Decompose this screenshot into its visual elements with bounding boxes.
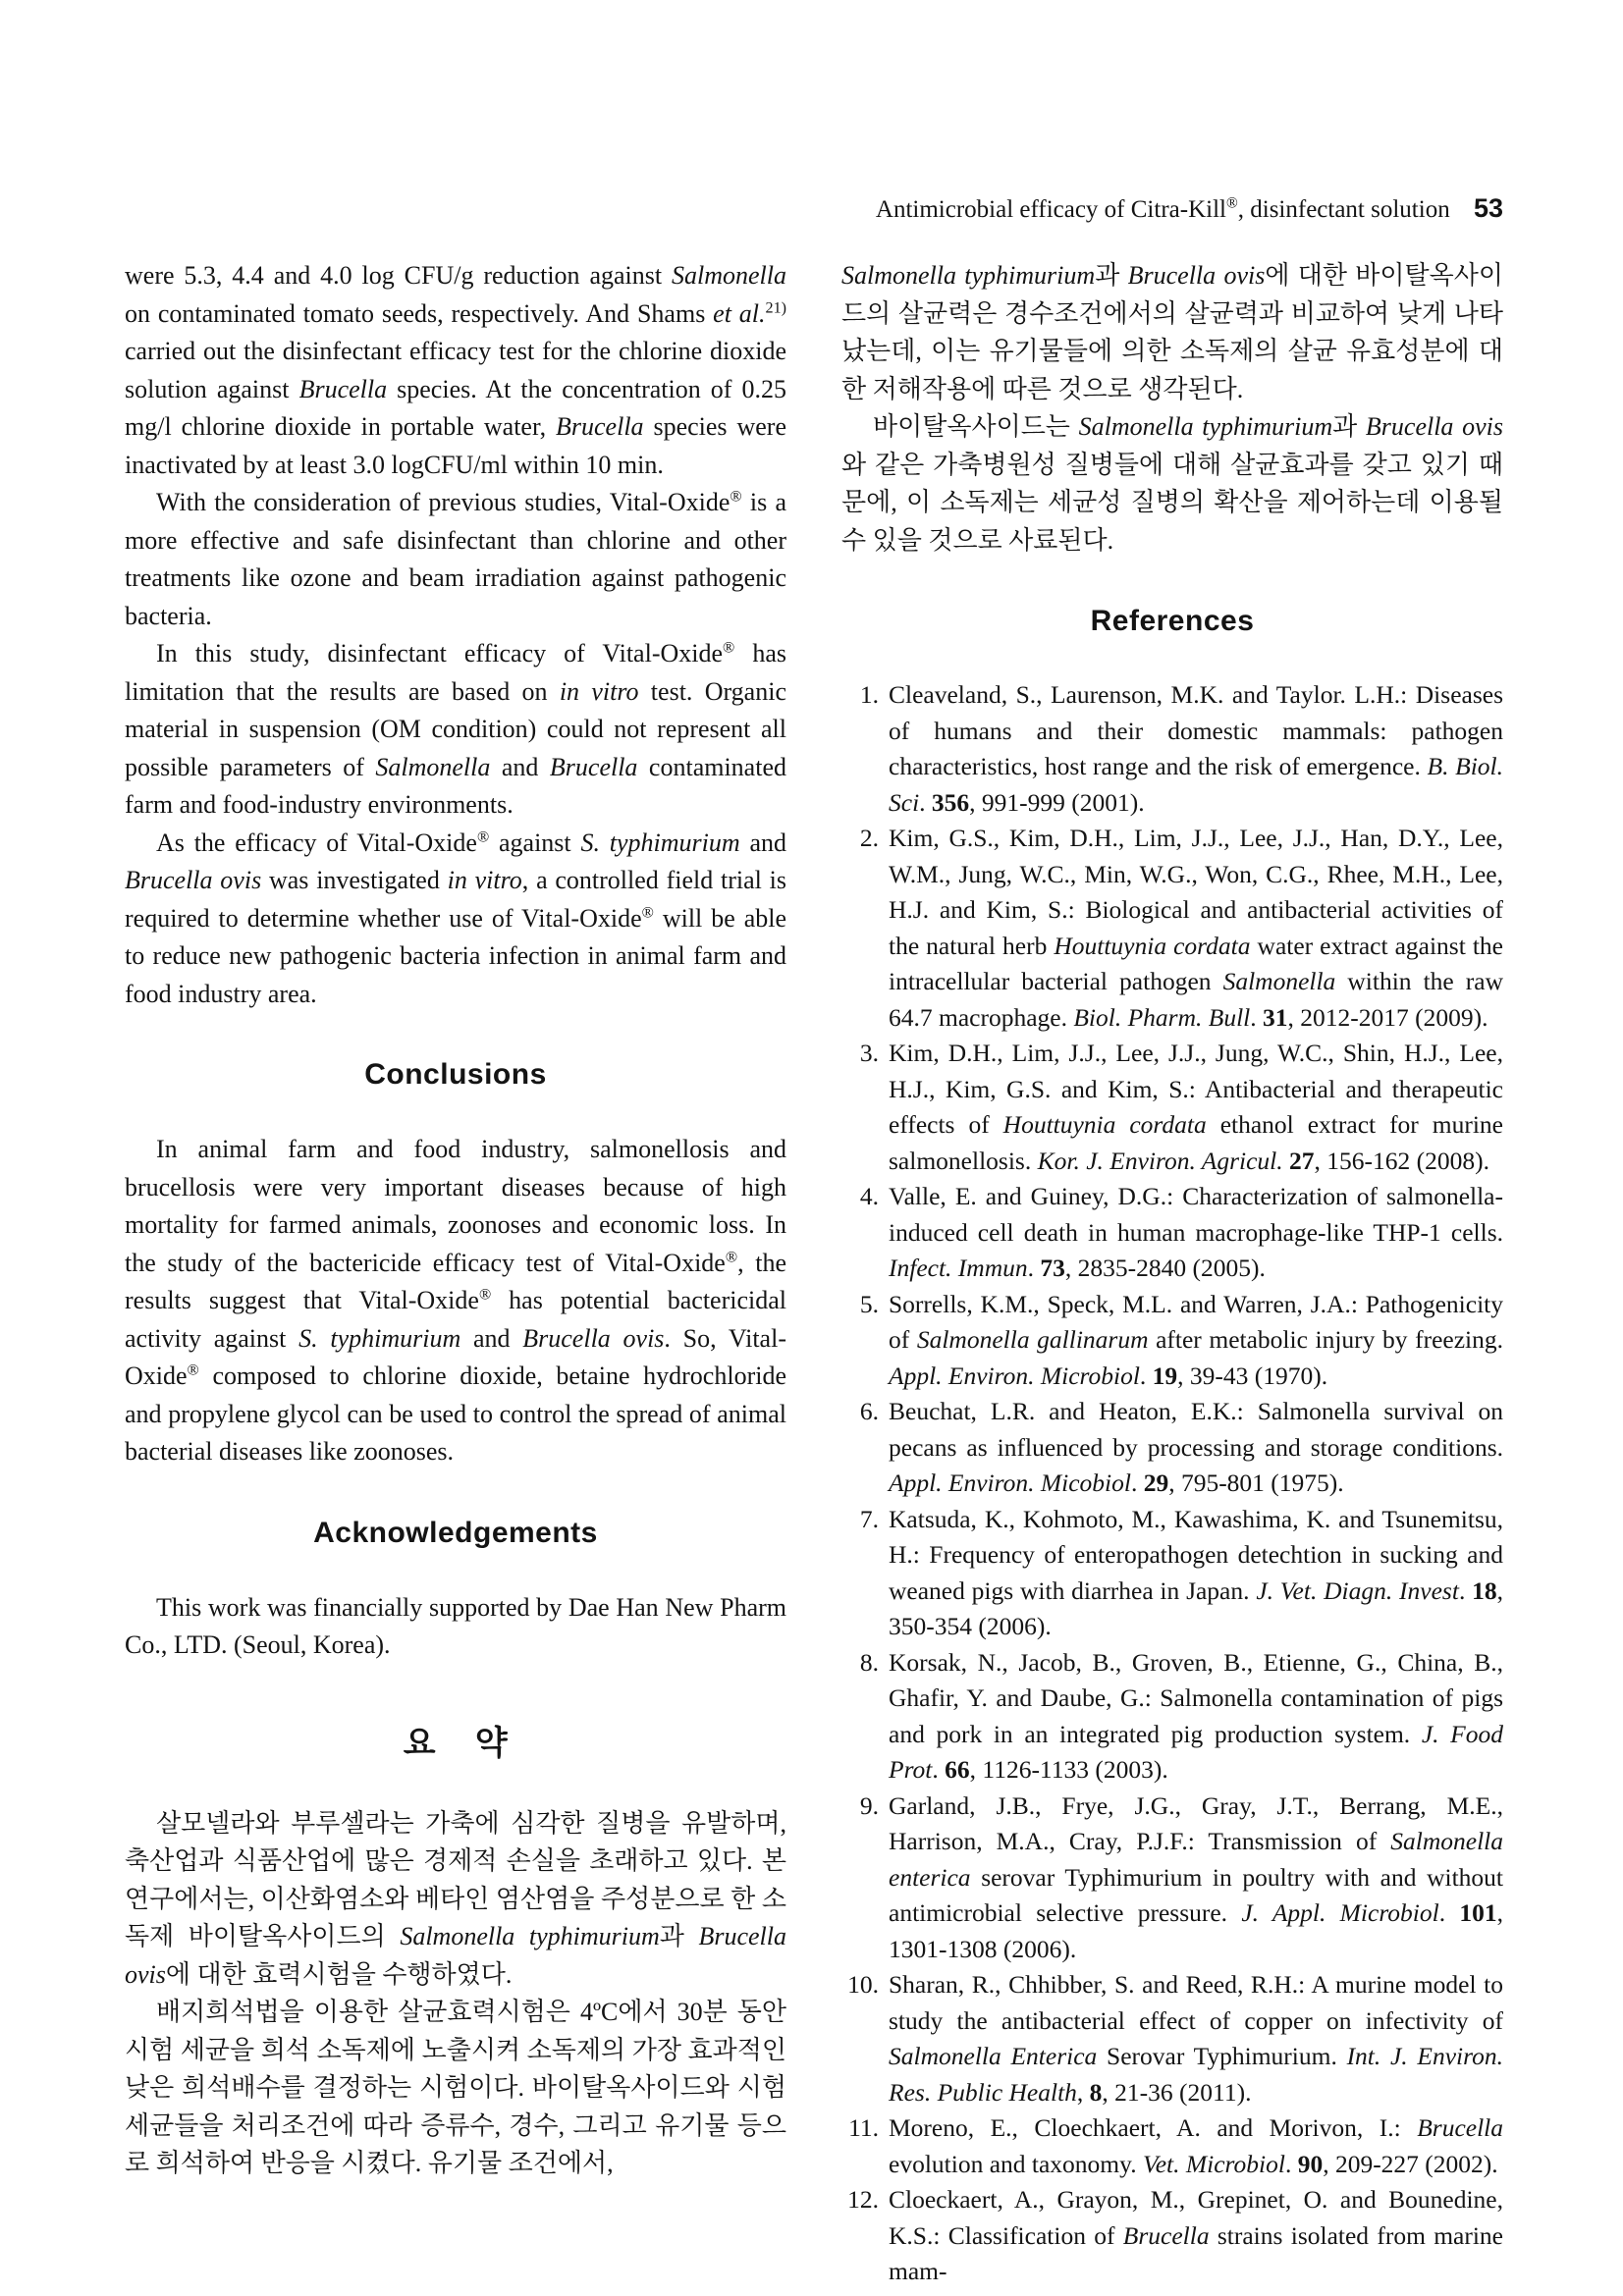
paragraph: In animal farm and food industry, salmonellosis and brucellosis were very important diseases because of high mortality for farmed animals, zoonoses and economic loss. In the study of the bactericide efficacy test of Vital-Oxide®, the results suggest that Vital-Oxide® has potential bactericidal activity against S. typhimurium and Brucella ovis. So, Vital-Oxide® composed to chlorine dioxide, betaine hydrochloride and propylene glycol can be used to control the spread of animal bacterial diseases like zoonoses. [125,1135,786,1466]
reference-text: Sorrells, K.M., Speck, M.L. and Warren, J.A.: Pathogenicity of Salmonella gallinarum after metabolic injury by freezing. Appl. Environ. Microbiol. 19, 39-43 (1970). [889,1289,1503,1390]
reference-text: Kim, G.S., Kim, D.H., Lim, J.J., Lee, J.J., Han, D.Y., Lee, W.M., Jung, W.C., Min, W.G., Won, C.G., Rhee, M.H., Lee, H.J. and Kim, S.: Biological and antibacterial activities of the natural herb Houttuynia cordata water extract against the intracellular bacterial pathogen Salmonella within the raw 64.7 macrophage. Biol. Pharm. Bull. 31, 2012-2017 (2009). [889,824,1503,1032]
reference-number: 2. [859,824,879,852]
page-number: 53 [1473,193,1503,223]
reference-number: 11. [848,2113,879,2142]
acknowledgements-heading: Acknowledgements [313,1516,598,1549]
reference-number: 6. [859,1397,879,1425]
reference-item [841,1789,1503,1968]
reference-number: 4. [859,1182,879,1210]
paragraph: were 5.3, 4.4 and 4.0 log CFU/g reduction against Salmonella on contaminated tomato seeds, respectively. And Shams et al.$^{21)}$ carried out the disinfectant efficacy test for the chlorine dioxide solution against Brucella species. At the concentration of 0.25 mg/l chlorine dioxide in portable water, Brucella species were inactivated by at least 3.0 logCFU/ml within 10 min. [125,261,787,479]
reference-item [841,677,1503,821]
reference-item [841,1502,1503,1645]
reference-item [841,1036,1503,1179]
reference-text: Valle, E. and Guiney, D.G.: Characterization of salmonella-induced cell death in human macrophage-like THP-1 cells. Infect. Immun. 73, 2835-2840 (2005). [889,1182,1503,1282]
reference-text: Katsuda, K., Kohmoto, M., Kawashima, K. and Tsunemitsu, H.: Frequency of enteropathogen detechtion in sucking and weaned pigs with diarrhea in Japan. J. Vet. Diagn. Invest. 18, 350-354 (2006). [889,1504,1504,1640]
reference-number: 8. [859,1647,879,1677]
reference-text: Sharan, R., Chhibber, S. and Reed, R.H.: A murine model to study the antibacterial effect of copper on infectivity of Salmonella Enterica Serovar Typhimurium. Int. J. Environ. Res. Public Health, 8, 21-36 (2011). [889,1970,1503,2107]
reference-item [841,821,1503,1036]
reference-number: 9. [859,1790,879,1820]
reference-item [841,2110,1503,2182]
korean-abstract-paragraphs [125,1805,786,2183]
paragraph: This work was financially supported by Dae Han New Pharm Co., LTD. (Seoul, Korea). [125,1592,786,1659]
korean-abstract-heading: 요 약 [403,1724,509,1762]
running-head-title: Antimicrobial efficacy of Citra-Kill®, disinfectant solution [875,194,1450,223]
reference-number: 12. [847,2185,879,2214]
reference-number: 5. [859,1289,879,1318]
reference-number: 7. [859,1504,879,1533]
conclusions-paragraphs [125,1131,786,1471]
reference-number: 1. [859,680,879,709]
references-list [841,677,1503,2290]
paragraph: 살모넬라와 부루셀라는 가축에 심각한 질병을 유발하며, 축산업과 식품산업에 많은 경제적 손실을 초래하고 있다. 본 연구에서는, 이산화염소와 베타인 염산염을 주성분으로 한 소독제 바이탈옥사이드의 Salmonella typhimurium과 Brucella ovis에 대한 효력시험을 수행하였다. [125,1808,786,1989]
reference-text: Moreno, E., Cloechkaert, A. and Morivon, I.: Brucella evolution and taxonomy. Vet. Microbiol. 90, 209-227 (2002). [889,2113,1503,2178]
reference-text: Cloeckaert, A., Grayon, M., Grepinet, O. and Bounedine, K.S.: Classification of Brucella strains isolated from marine mam- [889,2185,1503,2285]
paragraph: In this study, disinfectant efficacy of Vital-Oxide® has limitation that the results are based on in vitro test. Organic material in suspension (OM condition) could not represent all possible parameters of Salmonella and Brucella contaminated farm and food-industry environments. [125,639,786,819]
paragraph: 바이탈옥사이드는 Salmonella typhimurium과 Brucella ovis와 같은 가축병원성 질병들에 대해 살균효과를 갖고 있기 때문에, 이 소독제는 세균성 질병의 확산을 제어하는데 이용될 수 있을 것으로 사료된다. [841,412,1503,555]
acknowledgements-paragraphs [125,1589,786,1665]
paragraph: Salmonella typhimurium과 Brucella ovis에 대한 바이탈옥사이드의 살균력은 경수조건에서의 살균력과 비교하여 낮게 나타났는데, 이는 유기물들에 의한 소독제의 살균 유효성분에 대한 저해작용에 따른 것으로 생각된다. [841,261,1504,403]
reference-text: Kim, D.H., Lim, J.J., Lee, J.J., Jung, W.C., Shin, H.J., Lee, H.J., Kim, G.S. and Kim, S.: Antibacterial and therapeutic effects of Houttuynia cordata ethanol extract for murine salmonellosis. Kor. J. Environ. Agricul. 27, 156-162 (2008). [889,1039,1503,1175]
reference-number: 3. [859,1039,879,1067]
reference-item [841,1179,1503,1287]
intro-paragraphs [125,257,786,1013]
reference-item [841,1394,1503,1502]
reference-item [841,1967,1503,2110]
reference-item [841,2182,1503,2290]
reference-text: Cleaveland, S., Laurenson, M.K. and Taylor. L.H.: Diseases of humans and their domestic mammals: pathogen characteristics, host range and the risk of emergence. B. Biol. Sci. 356, 991-999 (2001). [889,680,1503,817]
korean-continuation-paragraphs [841,257,1503,560]
right-column [841,257,1503,2290]
reference-text: Korsak, N., Jacob, B., Groven, B., Etienne, G., China, B., Ghafir, Y. and Daube, G.: Salmonella contamination of pigs and pork in an integrated pig production system. J. Food Prot. 66, 1126-1133 (2003). [889,1647,1503,1784]
reference-text: Beuchat, L.R. and Heaton, E.K.: Salmonella survival on pecans as influenced by processing and storage conditions. Appl. Environ. Micobiol. 29, 795-801 (1975). [889,1397,1503,1497]
paragraph: As the efficacy of Vital-Oxide® against S. typhimurium and Brucella ovis was investigated in vitro, a controlled field trial is required to determine whether use of Vital-Oxide® will be able to reduce new pathogenic bacteria infection in animal farm and food industry area. [125,828,787,1008]
reference-number: 10. [847,1970,879,1999]
references-heading: References [1090,605,1255,637]
running-head [125,192,1503,226]
paragraph: With the consideration of previous studies, Vital-Oxide® is a more effective and safe disinfectant than chlorine and other treatments like ozone and beam irradiation against pathogenic bacteria. [125,488,786,630]
reference-text: Garland, J.B., Frye, J.G., Gray, J.T., Berrang, M.E., Harrison, M.A., Cray, P.J.F.: Transmission of Salmonella enterica serovar Typhimurium in poultry with and without antimicrobial selective pressure. J. Appl. Microbiol. 101, 1301-1308 (2006). [889,1790,1503,1963]
paragraph: 배지희석법을 이용한 살균효력시험은 4ºC에서 30분 동안 시험 세균을 희석 소독제에 노출시켜 소독제의 가장 효과적인 낮은 희석배수를 결정하는 시험이다. 바이탈옥사이드와 시험 세균들을 처리조건에 따라 증류수, 경수, 그리고 유기물 등으로 희석하여 반응을 시켰다. 유기물 조건에서, [125,1998,786,2177]
reference-item [841,1287,1503,1395]
conclusions-heading: Conclusions [364,1058,547,1091]
reference-item [841,1645,1503,1789]
two-column-body [125,257,1503,2290]
left-column [125,257,786,2290]
